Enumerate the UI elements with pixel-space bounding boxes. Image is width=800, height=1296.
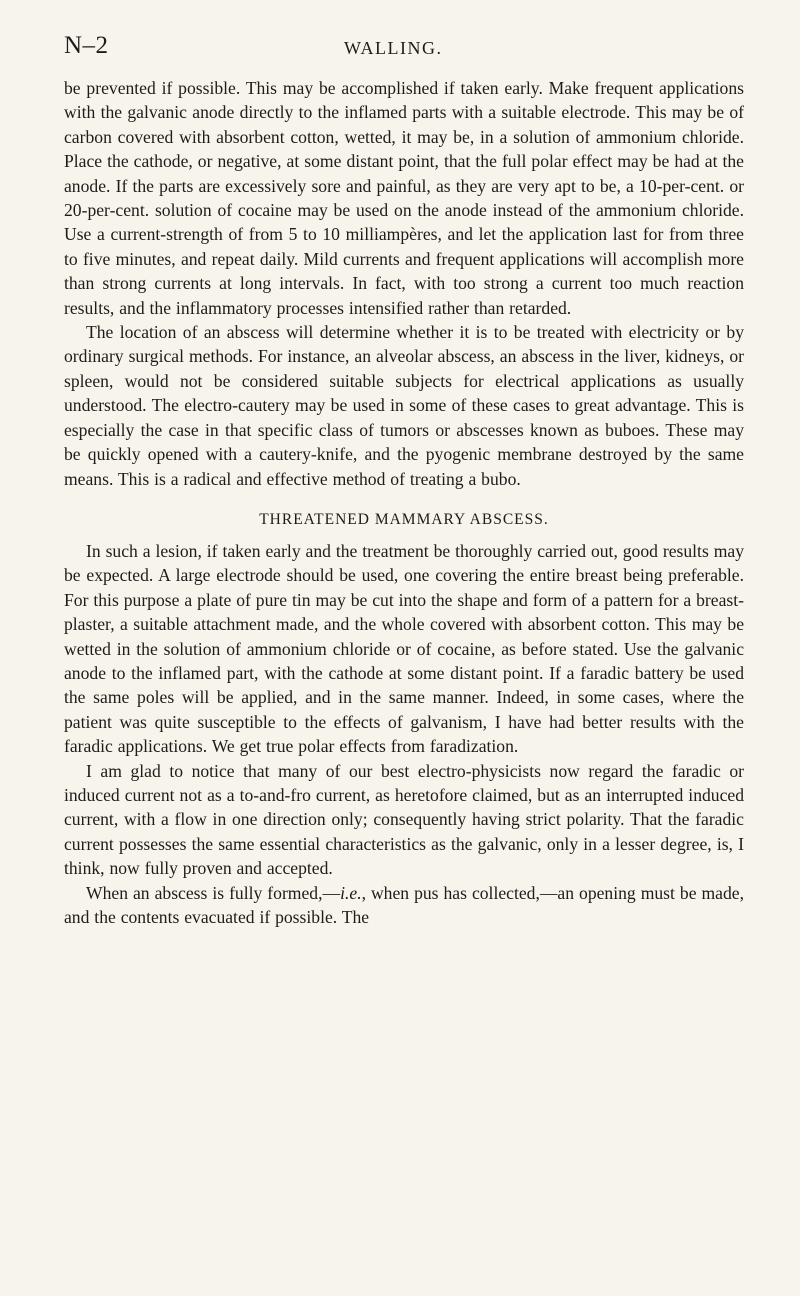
- section-heading: THREATENED MAMMARY ABSCESS.: [259, 510, 549, 528]
- paragraph-abscess-location: The location of an abscess will determine whether it is to be treated with electricity or by ordinary surgical methods. For instance, an alveolar abscess, an abscess in the liver, kidneys, or spleen, would not be considered suitable subjects for electrical applications as usually understood. The electro-cautery may be used in some of these cases to great advantage. This is especially the case in that specific class of tumors or abscesses known as buboes. These may be quickly opened with a cautery-knife, and the pyogenic membrane destroyed by the same means. This is a radical and effective method of treating a bubo.: [64, 322, 744, 489]
- running-head: [64, 30, 744, 76]
- paragraph-formed-abscess: [64, 881, 744, 930]
- paragraph-continued: be prevented if possible. This may be accomplished if taken early. Make frequent applications with the galvanic anode directly to the inflamed parts with a suitable electrode. This may be of carbon covered with absorbent cotton, wetted, it may be, in a solution of ammonium chloride. Place the cathode, or negative, at some distant point, that the full polar effect may be had at the anode. If the parts are excessively sore and painful, as they are very apt to be, a 10-per-cent. or 20-per-cent. solution of cocaine may be used on the anode instead of the ammonium chloride. Use a current-strength of from 5 to 10 milliampères, and let the application last for from three to five minutes, and repeat daily. Mild currents and frequent applications will accomplish more than strong currents at long intervals. In fact, with too strong a current too much reaction results, and the inflammatory processes intensified rather than retarded.: [64, 78, 744, 318]
- last-paragraph-start: When an abscess is fully formed,—: [86, 882, 341, 903]
- last-paragraph-end: , when pus has collected,—an opening must be made, and the contents evacuated if possible. The: [64, 882, 744, 927]
- page-number: N–2: [64, 32, 109, 59]
- paragraph-mammary-treatment: In such a lesion, if taken early and the treatment be thoroughly carried out, good results may be expected. A large electrode should be used, one covering the entire breast being preferable. For this purpose a plate of pure tin may be cut into the shape and form of a pattern for a breast-plaster, a suitable attachment made, and the whole covered with absorbent cotton. This may be wetted in the solution of ammonium chloride or of cocaine, as before stated. Use the galvanic anode to the inflamed part, with the cathode at some distant point. If a faradic battery be used the same poles will be applied, and in the same manner. Indeed, in some cases, where the patient was quite susceptible to the effects of galvanism, I have had better results with the faradic applications. We get true polar effects from faradization.: [64, 540, 744, 757]
- body-text: [64, 76, 744, 929]
- paragraph-faradic-current: I am glad to notice that many of our best electro-physicists now regard the faradic or induced current not as a to-and-fro current, as heretofore claimed, but as an interrupted induced current, with a flow in one direction only; consequently having strict polarity. That the faradic current possesses the same essential characteristics as the galvanic, only in a lesser degree, is, I think, now fully proven and accepted.: [64, 760, 744, 879]
- running-title: WALLING.: [344, 38, 443, 58]
- last-paragraph-italic: i.e.: [340, 882, 362, 903]
